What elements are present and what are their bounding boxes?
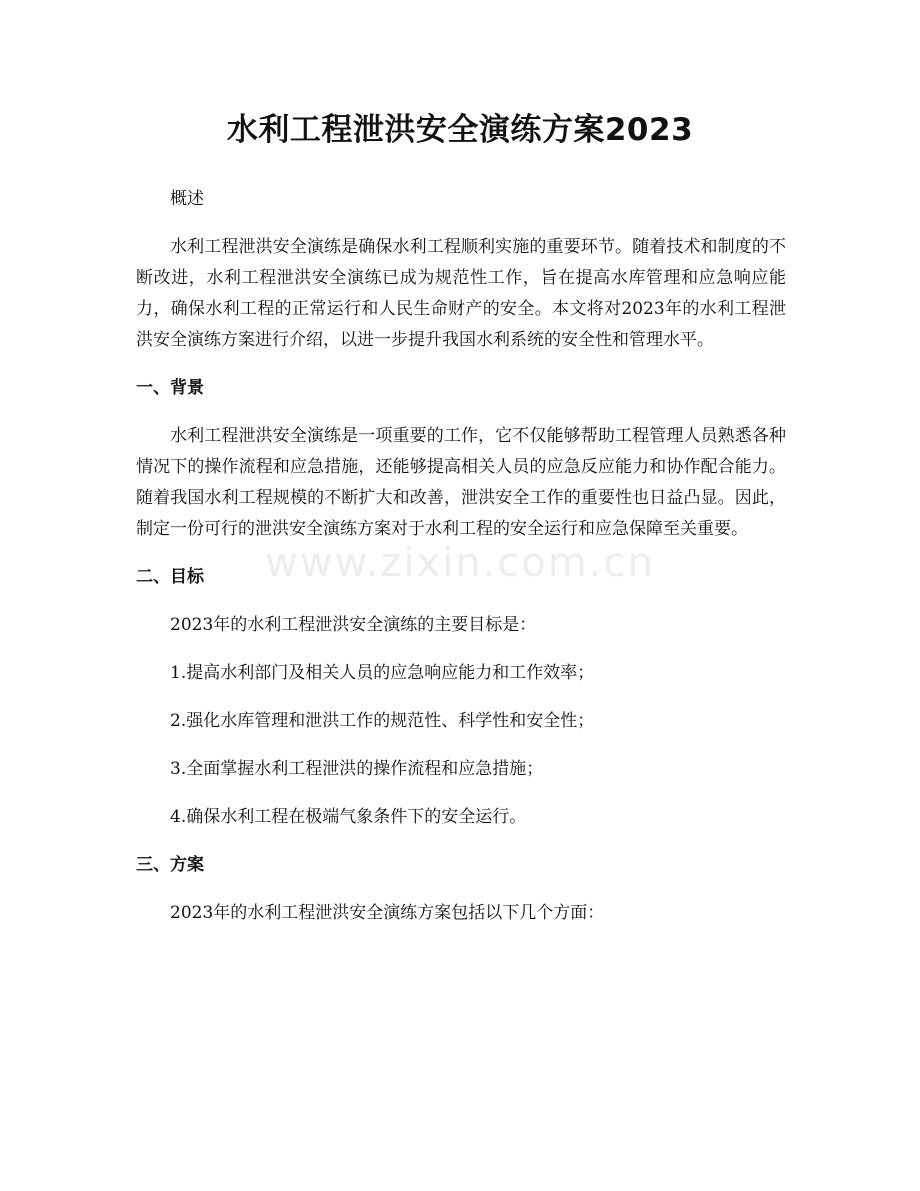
section-heading: 二、目标 (136, 567, 204, 587)
list-item: 3.全面掌握水利工程泄洪的操作流程和应急措施； (170, 759, 544, 779)
document-body (136, 184, 786, 946)
section-plan (136, 850, 786, 929)
intro-paragraph: 水利工程泄洪安全演练是确保水利工程顺利实施的重要环节。随着技术和制度的不断改进，水利工程泄洪安全演练已成为规范性工作，旨在提高水库管理和应急响应能力，确保水利工程的正常运行和人民生命财产的安全。本文将对2023年的水利工程泄洪安全演练方案进行介绍，以进一步提升我国水利系统的安全性和管理水平。 (136, 237, 786, 350)
page-title: 水利工程泄洪安全演练方案2023 (226, 112, 694, 148)
body-paragraph: 2023年的水利工程泄洪安全演练的主要目标是： (170, 615, 537, 635)
overview-label: 概述 (170, 189, 204, 209)
body-paragraph: 2023年的水利工程泄洪安全演练方案包括以下几个方面： (170, 903, 605, 923)
list-item: 1.提高水利部门及相关人员的应急响应能力和工作效率； (170, 663, 595, 683)
section-goals (136, 562, 786, 833)
section-heading: 三、方案 (136, 855, 204, 875)
list-item: 2.强化水库管理和泄洪工作的规范性、科学性和安全性； (170, 711, 595, 731)
watermark: www.zixin.com.cn (265, 540, 655, 586)
list-item: 4.确保水利工程在极端气象条件下的安全运行。 (170, 807, 527, 827)
body-paragraph: 水利工程泄洪安全演练是一项重要的工作，它不仅能够帮助工程管理人员熟悉各种情况下的操作流程和应急措施，还能够提高相关人员的应急反应能力和协作配合能力。随着我国水利工程规模的不断扩大和改善，泄洪安全工作的重要性也日益凸显。因此，制定一份可行的泄洪安全演练方案对于水利工程的安全运行和应急保障至关重要。 (136, 426, 786, 539)
section-background (136, 373, 786, 545)
section-heading: 一、背景 (136, 378, 204, 398)
